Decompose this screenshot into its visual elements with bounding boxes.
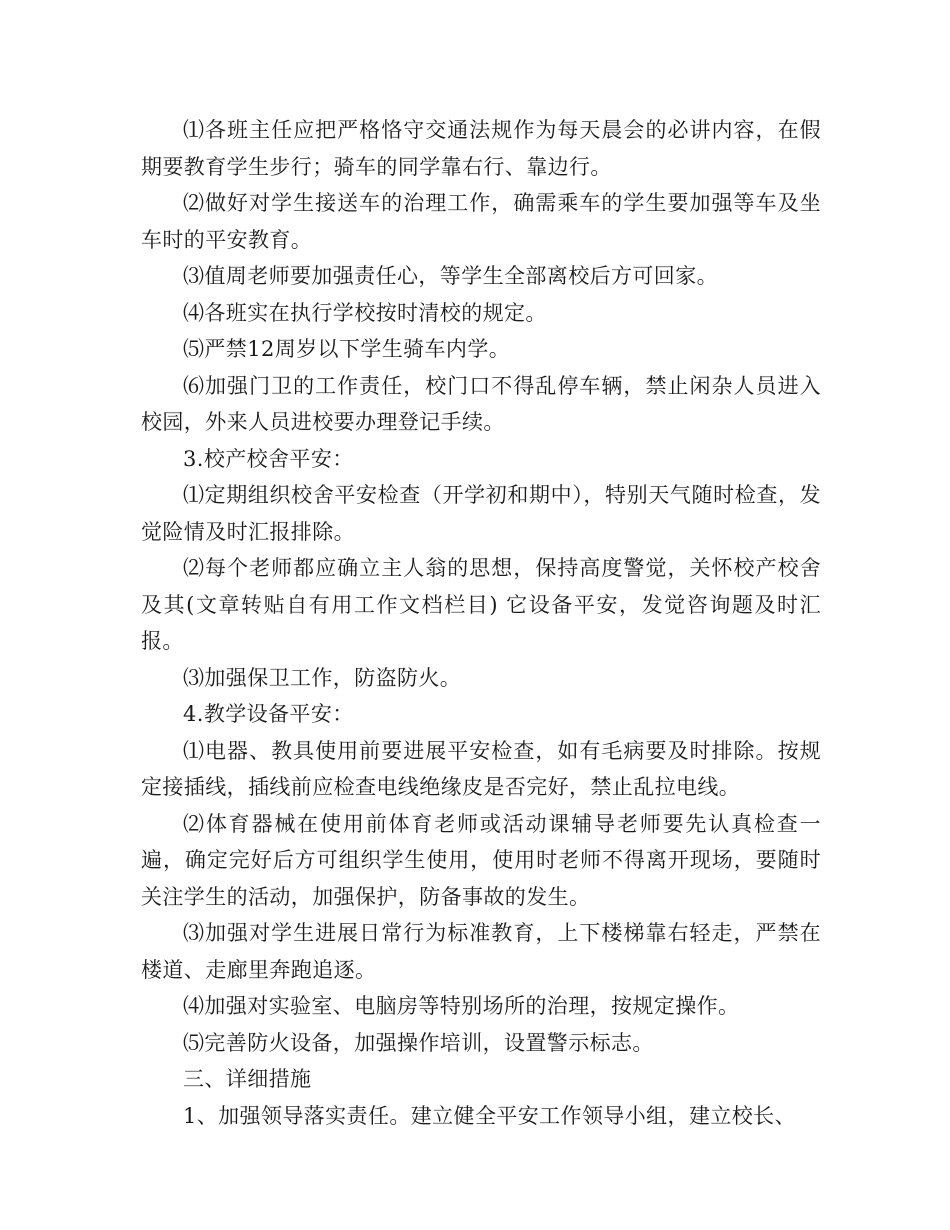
- paragraph-security-work: ⑶加强保卫工作，防盗防火。: [183, 665, 462, 690]
- paragraph-shuttle-bus: ⑵做好对学生接送车的治理工作，确需乘车的学生要加强等车及坐车时的平安教育。: [141, 191, 821, 252]
- paragraph-duty-teacher: ⑶值周老师要加强责任心，等学生全部离校后方可回家。: [183, 264, 718, 288]
- section-heading-school-property: 3.校产校舍平安：: [183, 446, 354, 471]
- paragraph-leadership: 1、加强领导落实责任。建立健全平安工作领导小组，建立校长、: [183, 1103, 796, 1128]
- document-body: [141, 112, 821, 1134]
- paragraph-building-inspection: ⑴定期组织校舍平安检查（开学初和期中），特别天气随时检查，发觉险情及时汇报排除。: [141, 483, 821, 544]
- paragraph-electrical-safety: ⑴电器、教具使用前要进展平安检查，如有毛病要及时排除。按规定接插线，插线前应检查电线绝缘皮是否完好，禁止乱拉电线。: [141, 738, 821, 799]
- paragraph-sports-equipment: ⑵体育器械在使用前体育老师或活动课辅导老师要先认真检查一遍，确定完好后方可组织学生使用，使用时老师不得离开现场，要随时关注学生的活动，加强保护，防备事故的发生。: [141, 811, 821, 909]
- paragraph-school-clearing: ⑷各班实在执行学校按时清校的规定。: [183, 300, 547, 325]
- section-heading-measures: 三、详细措施: [183, 1067, 312, 1091]
- paragraph-fire-prevention: ⑸完善防火设备，加强操作培训，设置警示标志。: [183, 1030, 654, 1055]
- section-heading-teaching-equipment: 4.教学设备平安：: [183, 702, 354, 726]
- paragraph-lab-management: ⑷加强对实验室、电脑房等特别场所的治理，按规定操作。: [183, 994, 740, 1018]
- paragraph-gate-guard: ⑹加强门卫的工作责任，校门口不得乱停车辆，禁止闲杂人员进入校园，外来人员进校要办理登记手续。: [141, 373, 821, 434]
- paragraph-vigilance: ⑵每个老师都应确立主人翁的思想，保持高度警觉，关怀校产校舍及其(文章转贴自有用工作文档栏目) 它设备平安，发觉咨询题及时汇报。: [141, 556, 821, 653]
- paragraph-behavior-education: ⑶加强对学生进展日常行为标准教育，上下楼梯靠右轻走，严禁在楼道、走廊里奔跑追逐。: [141, 921, 821, 982]
- paragraph-cycling-ban: ⑸严禁12周岁以下学生骑车内学。: [183, 337, 511, 361]
- paragraph-traffic-rules: ⑴各班主任应把严格恪守交通法规作为每天晨会的必讲内容，在假期要教育学生步行；骑车的同学靠右行、靠边行。: [141, 118, 821, 179]
